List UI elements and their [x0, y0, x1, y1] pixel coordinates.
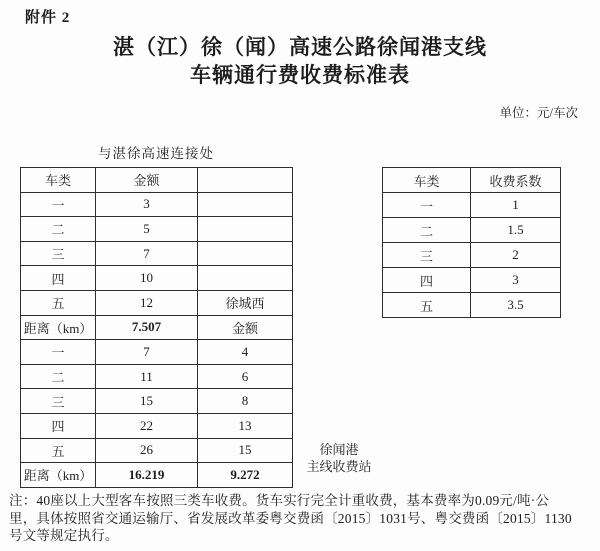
table-cell: 8 [198, 389, 293, 414]
table-cell: 5 [96, 217, 198, 242]
table-cell: 3 [471, 268, 561, 293]
table-cell: 15 [96, 389, 198, 414]
empty-cell [198, 168, 293, 193]
distance-value-cell: 7.507 [96, 315, 198, 340]
column-header-coefficient: 收费系数 [471, 168, 561, 193]
column-header-amount: 金额 [96, 168, 198, 193]
table-cell: 22 [96, 413, 198, 438]
table-row [383, 193, 561, 218]
table-cell: 3 [96, 192, 198, 217]
table-cell: 7 [96, 241, 198, 266]
table-cell: 一 [21, 192, 96, 217]
table-cell: 15 [198, 438, 293, 463]
table-row [21, 192, 293, 217]
column-header-vehicle-class: 车类 [383, 168, 471, 193]
table-cell: 2 [471, 243, 561, 268]
table-row [21, 217, 293, 242]
table-header-row [383, 168, 561, 193]
attachment-label: 附件 2 [25, 10, 71, 26]
table-cell: 四 [21, 266, 96, 291]
table-row [21, 290, 293, 315]
table-cell: 五 [21, 438, 96, 463]
footnote-line: 注：40座以上大型客车按照三类车收费。货车实行完全计重收费，基本费率为0.09元/吨·公 [9, 493, 550, 508]
table-cell: 三 [21, 389, 96, 414]
table-cell: 一 [383, 193, 471, 218]
distance-row [21, 463, 293, 488]
distance-row [21, 315, 293, 340]
empty-cell [198, 266, 293, 291]
footnote-line: 里，具体按照省交通运输厅、省发展改革委粤交费函〔2015〕1031号、粤交费函〔2015〕1130 [9, 510, 572, 526]
table-cell: 三 [21, 241, 96, 266]
document-title-line1: 湛（江）徐（闻）高速公路徐闻港支线 [113, 35, 487, 59]
distance-label-cell: 距离（km） [21, 463, 96, 488]
table-row [21, 340, 293, 365]
table-cell: 三 [383, 243, 471, 268]
table-cell: 1.5 [471, 218, 561, 243]
empty-cell [198, 241, 293, 266]
table-cell: 二 [383, 218, 471, 243]
toll-coefficient-table [382, 167, 561, 318]
table-cell: 6 [198, 364, 293, 389]
table-row [383, 293, 561, 318]
table-header-row [21, 168, 293, 193]
table-cell: 7 [96, 340, 198, 365]
footnote-line: 号文等规定执行。 [9, 528, 119, 544]
empty-cell [198, 217, 293, 242]
table-row [21, 266, 293, 291]
table-cell: 10 [96, 266, 198, 291]
column-header-vehicle-class: 车类 [21, 168, 96, 193]
table-cell: 二 [21, 364, 96, 389]
table-cell: 四 [21, 413, 96, 438]
table-cell: 13 [198, 413, 293, 438]
table-cell: 四 [383, 268, 471, 293]
zhanxu-connection-label: 与湛徐高速连接处 [98, 146, 214, 161]
table-cell: 五 [383, 293, 471, 318]
station-label-line1: 徐闻港 [319, 442, 359, 457]
table-cell: 五 [21, 290, 96, 315]
table-row [383, 268, 561, 293]
table-cell: 二 [21, 217, 96, 242]
table-cell: 11 [96, 364, 198, 389]
table-cell: 3.5 [471, 293, 561, 318]
document-title-line2: 车辆通行费收费标准表 [190, 63, 410, 87]
table-cell: 26 [96, 438, 198, 463]
table-cell: 4 [198, 340, 293, 365]
empty-cell [198, 192, 293, 217]
table-row [21, 389, 293, 414]
table-cell: 1 [471, 193, 561, 218]
distance-label-cell: 距离（km） [21, 315, 96, 340]
table-row [21, 364, 293, 389]
document-title [0, 33, 600, 89]
footnote [9, 492, 572, 545]
table-row [383, 243, 561, 268]
xuwen-port-station-label [293, 441, 385, 475]
table-row [21, 413, 293, 438]
table-row [21, 438, 293, 463]
xucheng-west-label: 徐城西 [198, 290, 293, 315]
table-cell: 一 [21, 340, 96, 365]
table-row [21, 241, 293, 266]
table-row [383, 218, 561, 243]
column-header-amount: 金额 [198, 315, 293, 340]
distance-value-cell: 9.272 [198, 463, 293, 488]
unit-label: 单位：元/车次 [499, 106, 578, 120]
distance-value-cell: 16.219 [96, 463, 198, 488]
station-label-line2: 主线收费站 [306, 459, 372, 474]
toll-amount-table [20, 167, 293, 488]
table-cell: 12 [96, 290, 198, 315]
